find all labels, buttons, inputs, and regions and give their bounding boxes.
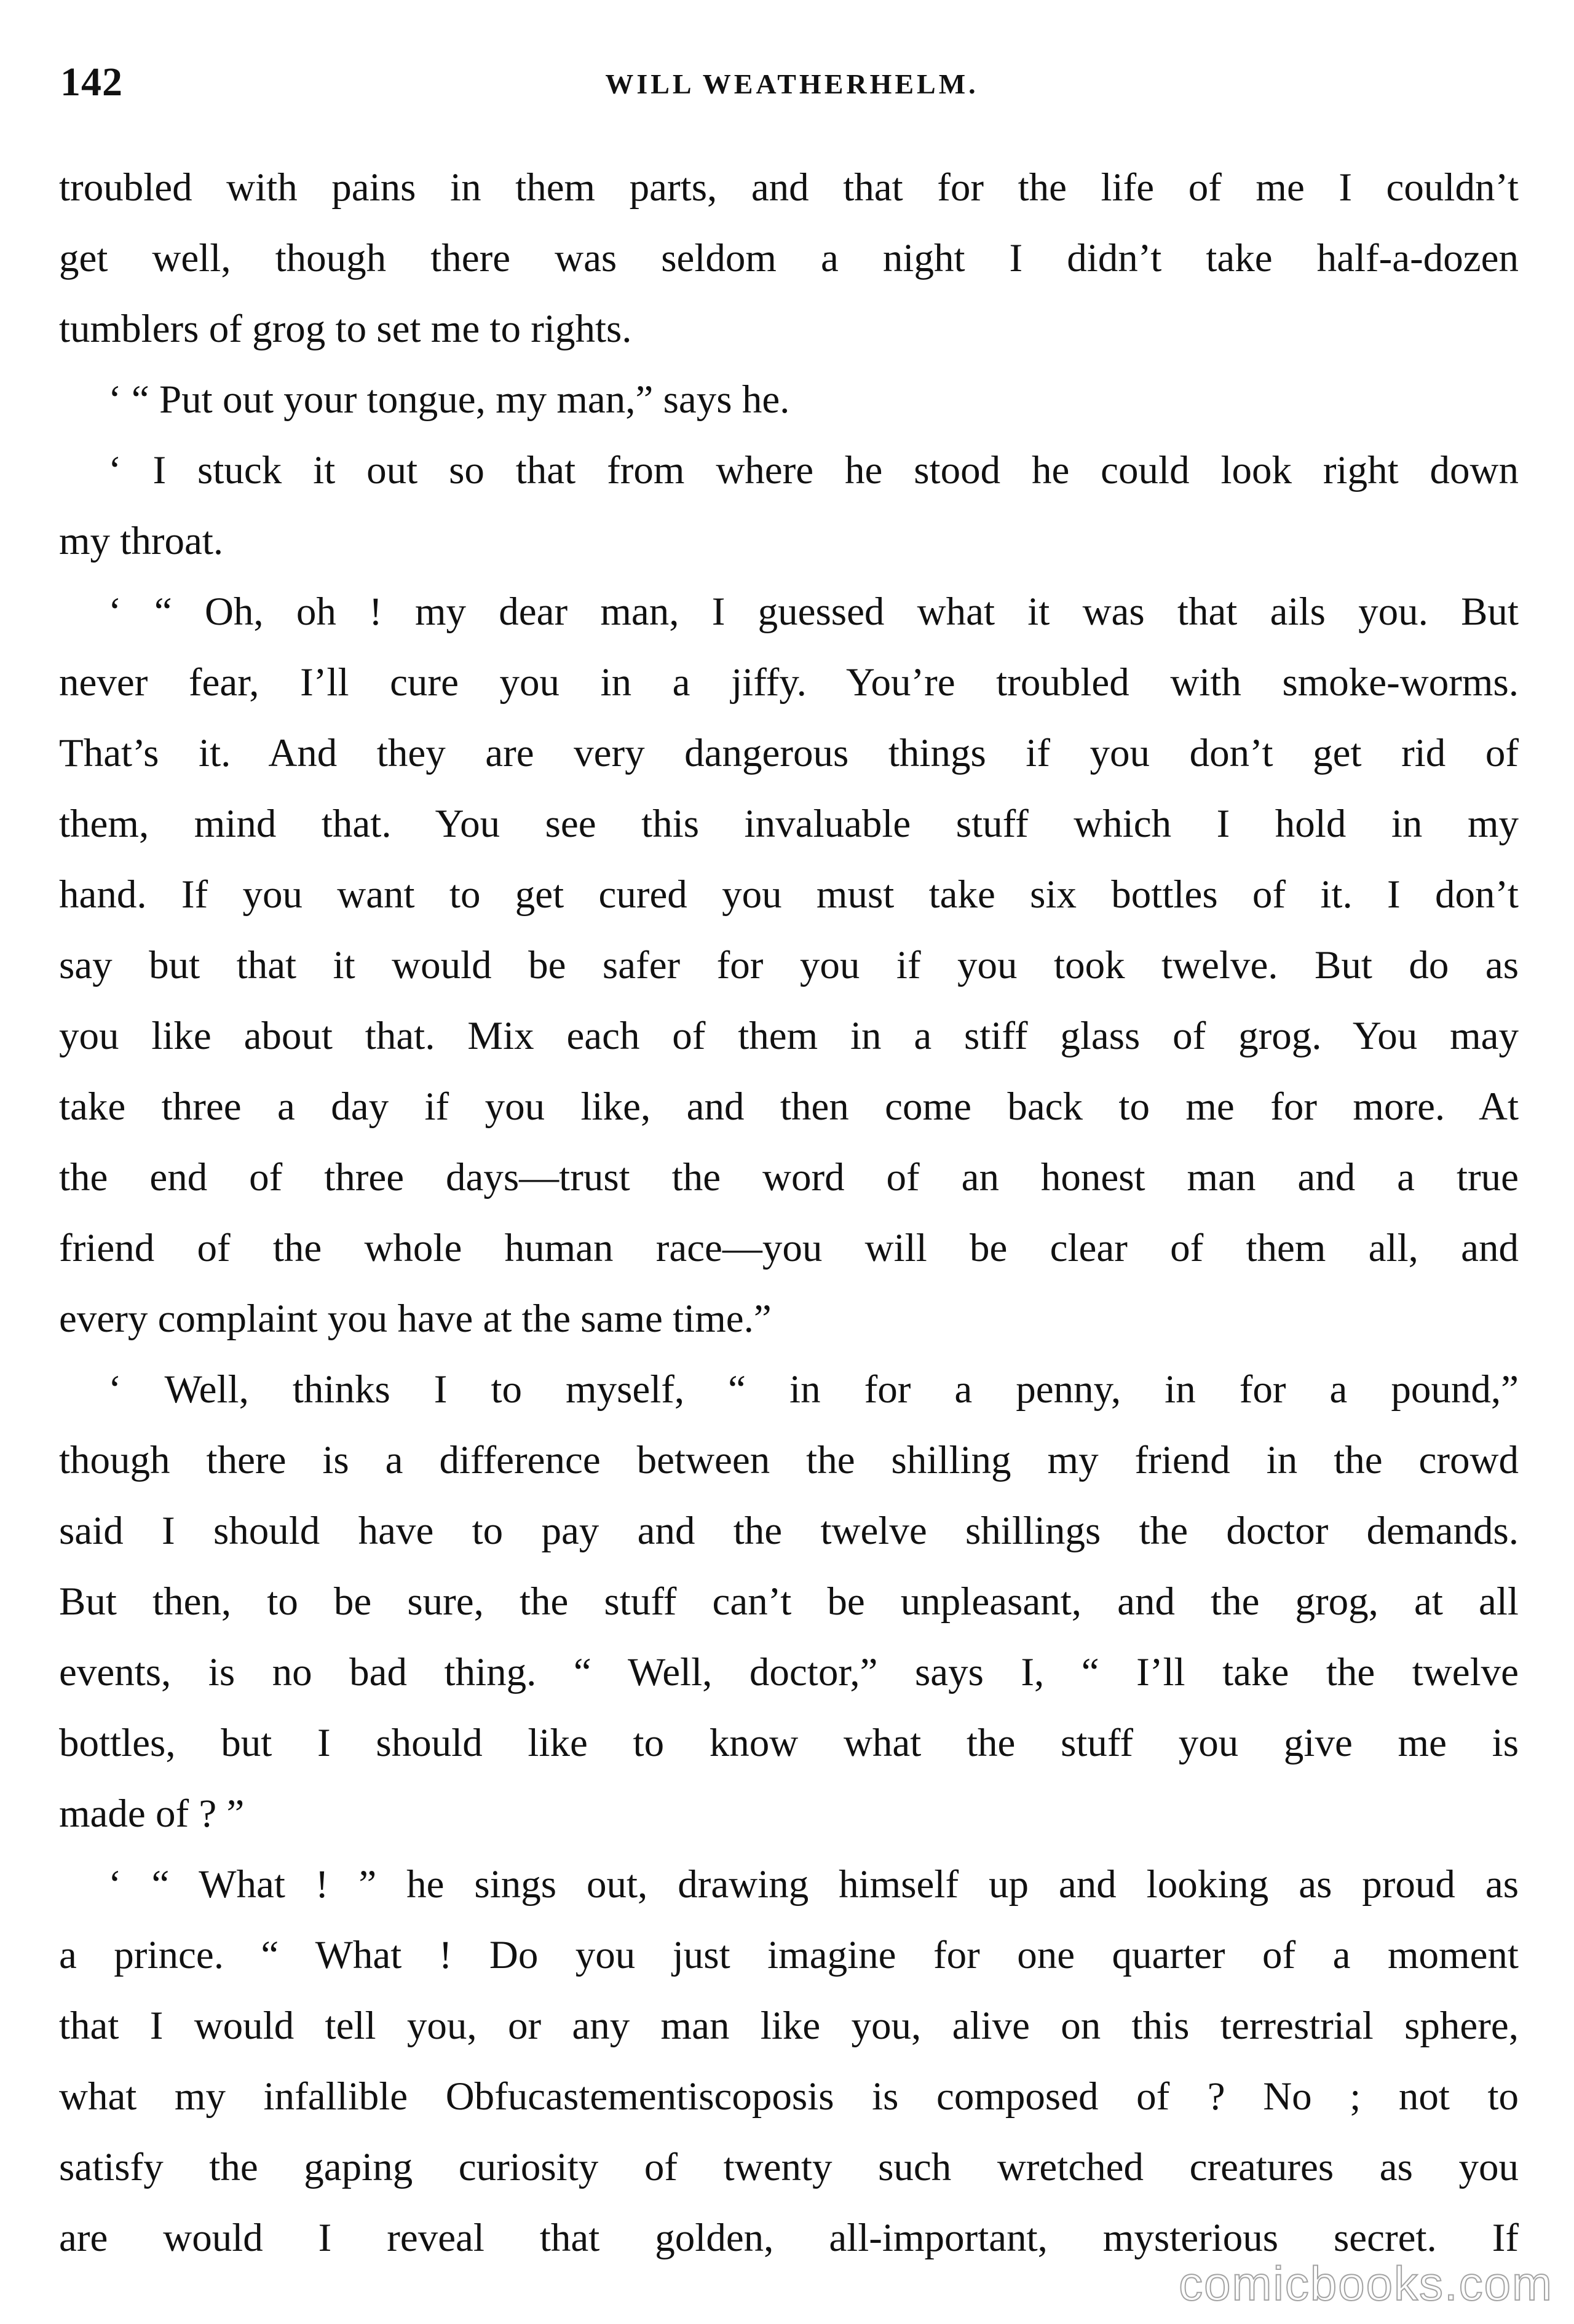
text-line: satisfy the gaping curiosity of twenty such wretched creatures as you: [59, 2145, 1519, 2189]
text-line: hand. If you want to get cured you must take six bottles of it. I don’t: [59, 872, 1519, 917]
text-line: made of ? ”: [59, 1792, 245, 1836]
text-line: That’s it. And they are very dangerous things if you don’t get rid of: [59, 731, 1519, 775]
page-number: 142: [60, 60, 123, 105]
text-line: ‘ Well, thinks I to myself, “ in for a penny, in for a pound,”: [108, 1367, 1519, 1412]
text-line: said I should have to pay and the twelve shillings the doctor demands.: [59, 1509, 1519, 1553]
running-title: WILL WEATHERHELM.: [605, 68, 979, 100]
text-line: you like about that. Mix each of them in a stiff glass of grog. You may: [59, 1014, 1519, 1058]
text-line: my throat.: [59, 519, 224, 563]
body-text: [59, 152, 1519, 2274]
text-line: the end of three days—trust the word of an honest man and a true: [59, 1155, 1519, 1200]
text-line: bottles, but I should like to know what the stuff you give me is: [59, 1721, 1519, 1765]
text-line: events, is no bad thing. “ Well, doctor,” says I, “ I’ll take the twelve: [59, 1650, 1519, 1694]
page-header: [60, 59, 1524, 108]
text-line: them, mind that. You see this invaluable stuff which I hold in my: [59, 802, 1519, 846]
text-line: say but that it would be safer for you if you took twelve. But do as: [59, 943, 1519, 987]
text-line: ‘ “ Oh, oh ! my dear man, I guessed what it was that ails you. But: [108, 590, 1519, 634]
text-line: friend of the whole human race—you will be clear of them all, and: [59, 1226, 1519, 1270]
text-line: take three a day if you like, and then come back to me for more. At: [59, 1085, 1519, 1129]
text-line: ‘ “ Put out your tongue, my man,” says he.: [108, 377, 790, 422]
text-line: But then, to be sure, the stuff can’t be unpleasant, and the grog, at all: [59, 1579, 1519, 1624]
text-line: ‘ “ What ! ” he sings out, drawing himself up and looking as proud as: [108, 1862, 1519, 1907]
text-line: ‘ I stuck it out so that from where he stood he could look right down: [108, 448, 1519, 492]
text-line: what my infallible Obfucastementiscoposis is composed of ? No ; not to: [59, 2074, 1519, 2119]
text-line: every complaint you have at the same time.”: [59, 1297, 772, 1341]
text-line: though there is a difference between the shilling my friend in the crowd: [59, 1438, 1519, 1482]
text-line: are would I reveal that golden, all-important, mysterious secret. If: [59, 2216, 1519, 2260]
text-line: a prince. “ What ! Do you just imagine for one quarter of a moment: [59, 1933, 1519, 1977]
text-line: tumblers of grog to set me to rights.: [59, 307, 632, 351]
text-line: never fear, I’ll cure you in a jiffy. You’re troubled with smoke-worms.: [59, 660, 1519, 705]
text-line: troubled with pains in them parts, and that for the life of me I couldn’t: [59, 165, 1519, 210]
text-line: get well, though there was seldom a night I didn’t take half-a-dozen: [59, 236, 1519, 280]
watermark: comicbooks.com: [1179, 2256, 1553, 2310]
text-line: that I would tell you, or any man like you, alive on this terrestrial sphere,: [59, 2004, 1519, 2048]
